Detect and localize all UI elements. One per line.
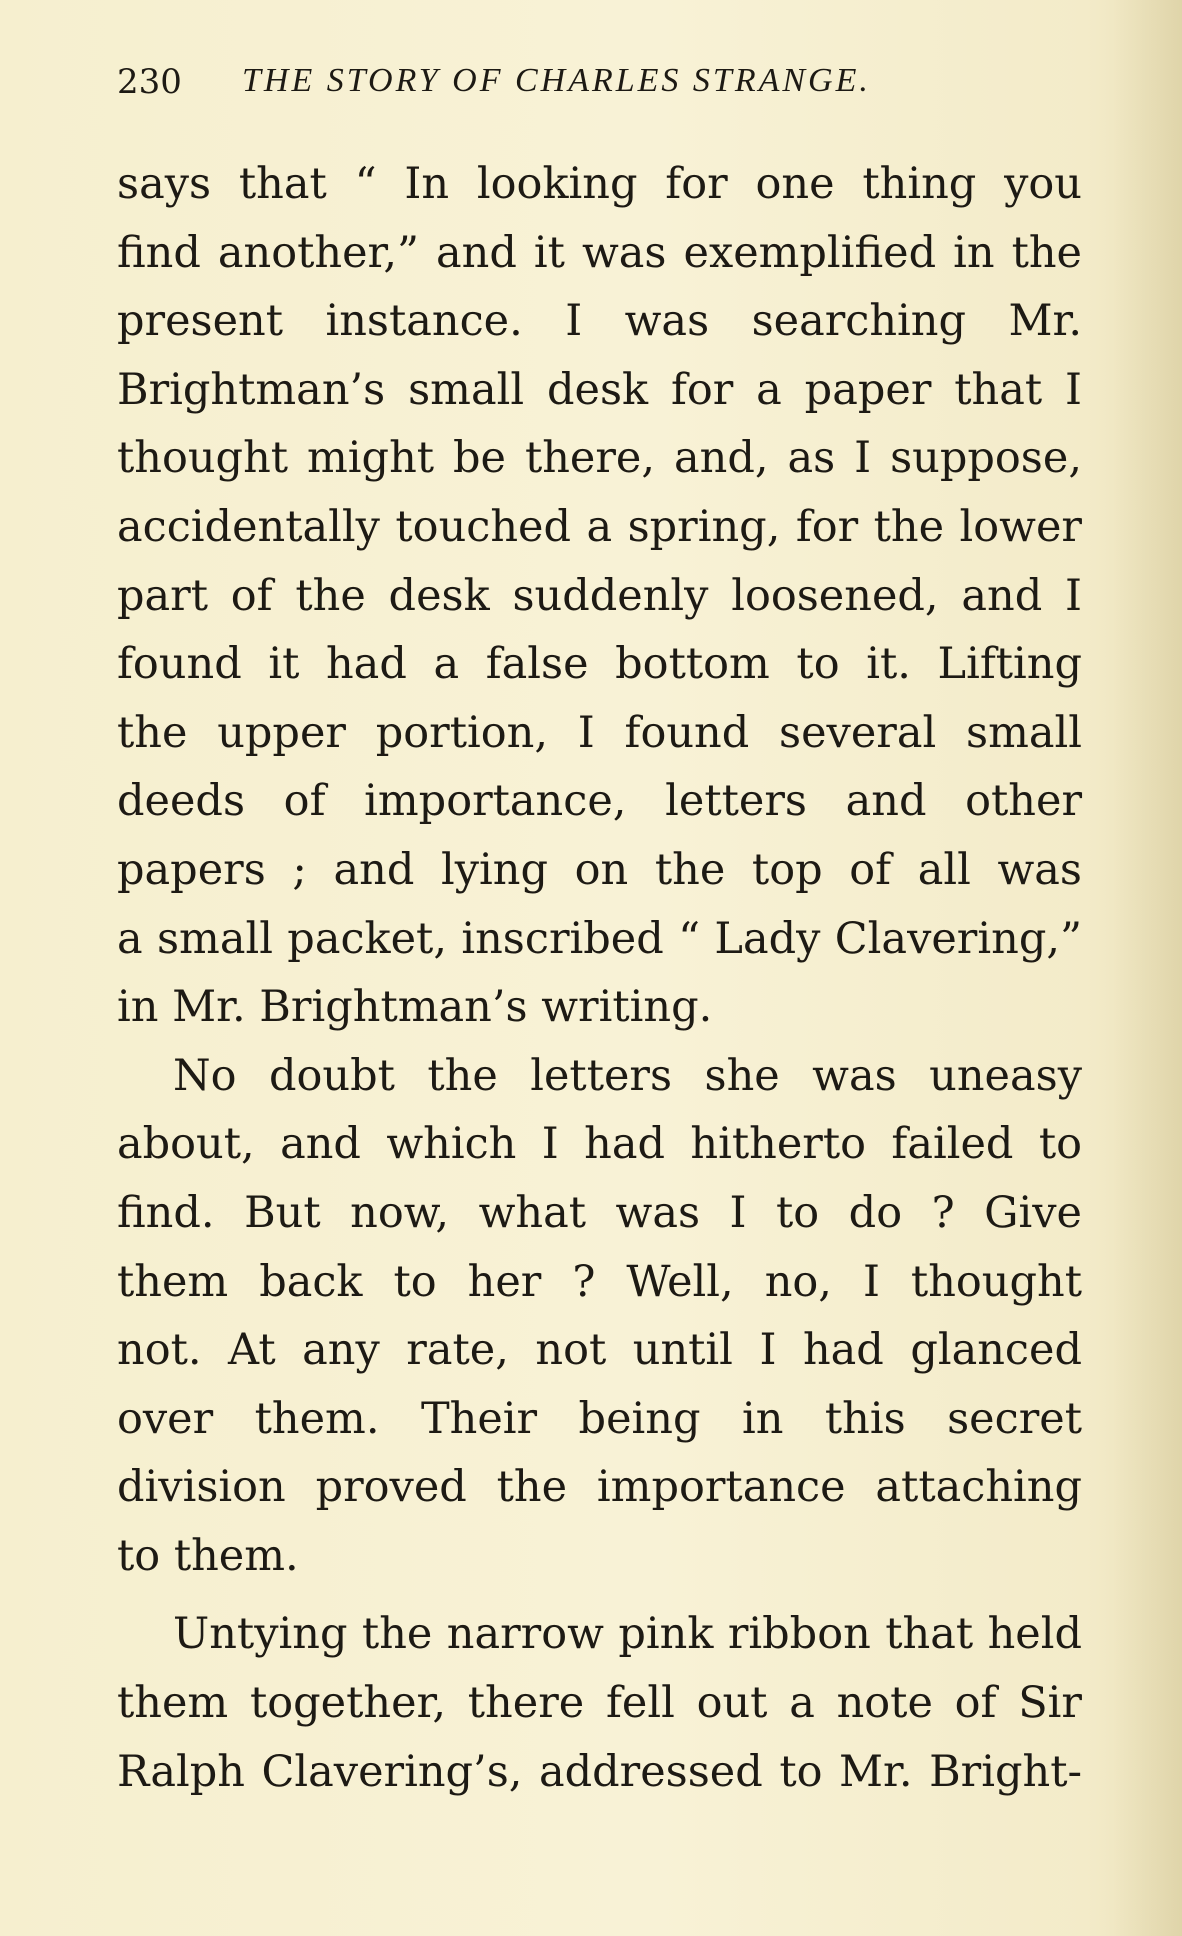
page-number: 230 xyxy=(117,62,182,102)
text-line: them back to her ? Well, no, I thought xyxy=(117,1256,1082,1307)
text-line: find. But now, what was I to do ? Give xyxy=(117,1187,1082,1238)
text-line: not. At any rate, not until I had glanced xyxy=(117,1325,1082,1376)
text-line: says that “ In looking for one thing you xyxy=(117,159,1082,209)
running-head xyxy=(117,62,1077,122)
body-text xyxy=(117,150,1082,1806)
text-line: the upper portion, I found several small xyxy=(117,707,1082,758)
text-line: found it had a false bottom to it. Lifting xyxy=(117,639,1082,690)
text-line: in Mr. Brightman’s writing. xyxy=(117,982,713,1033)
text-line: to them. xyxy=(117,1530,299,1581)
text-line: Brightman’s small desk for a paper that I xyxy=(117,364,1082,415)
text-line: part of the desk suddenly loosened, and I xyxy=(117,570,1082,621)
text-line: find another,” and it was exemplified in the xyxy=(117,227,1082,278)
text-line: Ralph Clavering’s, addressed to Mr. Bright- xyxy=(117,1746,1082,1797)
paragraph-gap xyxy=(117,1590,1082,1600)
text-line: present instance. I was searching Mr. xyxy=(117,296,1082,347)
text-line: deeds of importance, letters and other xyxy=(117,776,1082,827)
text-line: papers ; and lying on the top of all was xyxy=(117,844,1082,895)
page-edge-shading xyxy=(1112,0,1182,1936)
text-line: Untying the narrow pink ribbon that held xyxy=(173,1609,1082,1660)
text-line: No doubt the letters she was uneasy xyxy=(173,1050,1082,1101)
text-line: division proved the importance attaching xyxy=(117,1462,1082,1513)
text-line: a small packet, inscribed “ Lady Clavering,” xyxy=(117,913,1082,964)
text-line: accidentally touched a spring, for the lower xyxy=(117,501,1082,552)
text-line: them together, there fell out a note of Sir xyxy=(117,1678,1082,1729)
running-title: THE STORY OF CHARLES STRANGE. xyxy=(242,62,871,99)
text-line: about, and which I had hitherto failed to xyxy=(117,1119,1082,1170)
text-line: over them. Their being in this secret xyxy=(117,1393,1082,1444)
text-line: thought might be there, and, as I suppose, xyxy=(117,433,1082,484)
